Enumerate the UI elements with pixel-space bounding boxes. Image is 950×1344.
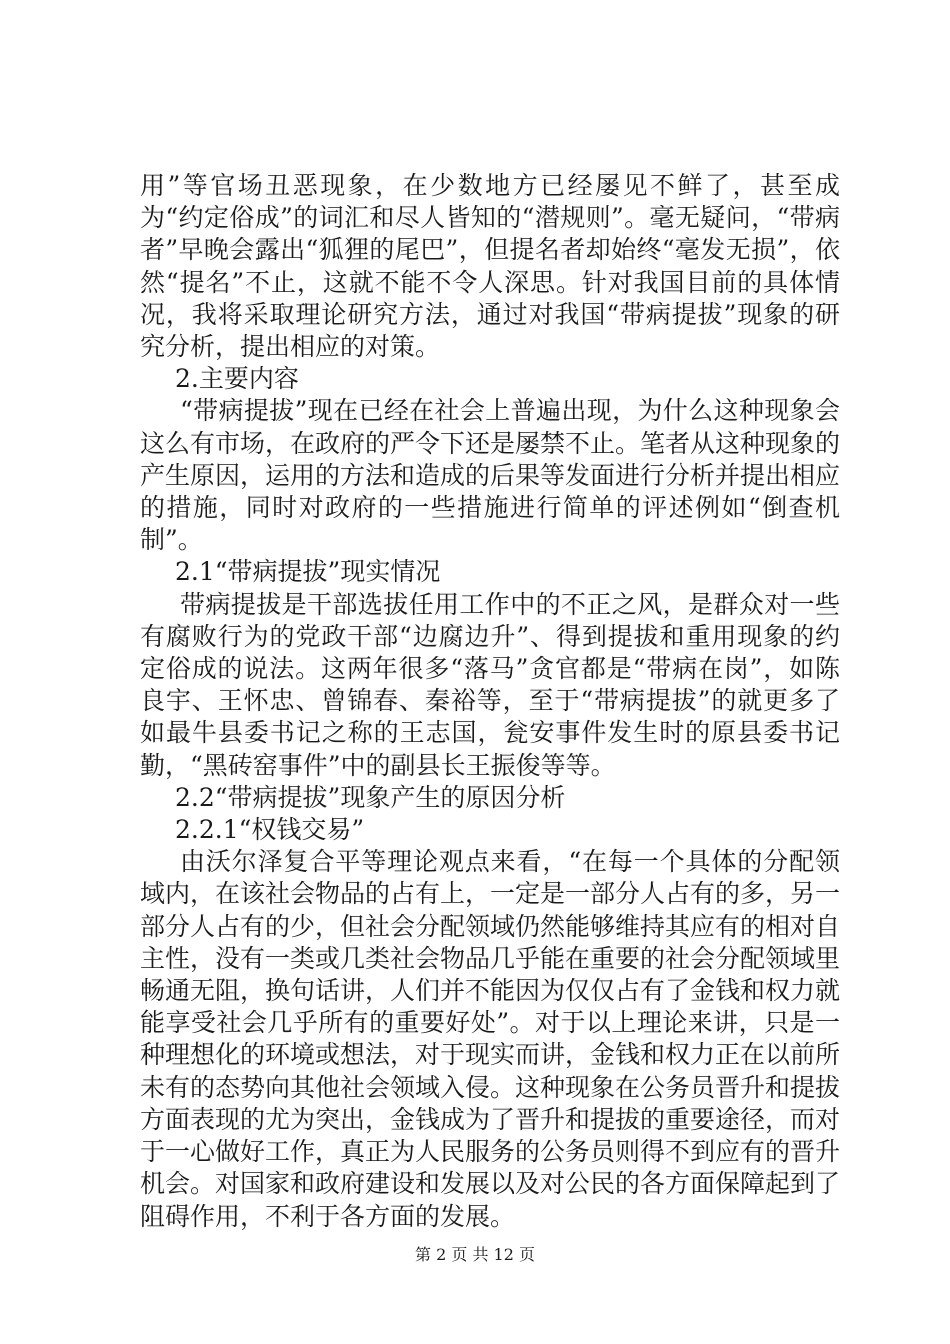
section-heading-2-2: 2.2“带病提拔”现象产生的原因分析 xyxy=(175,782,566,812)
paragraph-power-money: 由沃尔泽复合平等理论观点来看，“在每一个具体的分配领域内，在该社会物品的占有上，一定是一部分人占有的多，另一部分人占有的少，但社会分配领域仍然能够维持其应有的相对自主性，没有一类或几类社会物品几乎能在重要的社会分配领域里畅通无阻，换句话讲，人们并不能因为仅仅占有了金钱和权力就能享受社会几乎所有的重要好处”。对于以上理论来讲，只是一种理想化的环境或想法，对于现实而讲，金钱和权力正在以前所未有的态势向其他社会领域入侵。这种现象在公务员晋升和提拔方面表现的尤为突出，金钱成为了晋升和提拔的重要途径，而对于一心做好工作，真正为人民服务的公务员则得不到应有的晋升机会。对国家和政府建设和发展以及对公民的各方面保障起到了阻碍作用，不利于各方面的发展。 xyxy=(140,847,841,1231)
paragraph-main-content: “带病提拔”现在已经在社会上普遍出现，为什么这种现象会这么有市场，在政府的严令下还是屡禁不止。笔者从这种现象的产生原因，运用的方法和造成的后果等发面进行分析并提出相应的措施，同时对政府的一些措施进行简单的评述例如“倒查机制”。 xyxy=(140,396,841,555)
page-footer: 第 2 页 共 12 页 xyxy=(415,1245,535,1264)
section-heading-main-content: 2.主要内容 xyxy=(175,364,299,394)
paragraph-reality: 带病提拔是干部选拔任用工作中的不正之风，是群众对一些有腐败行为的党政干部“边腐边升”、得到提拔和重用现象的约定俗成的说法。这两年很多“落马”贪官都是“带病在岗”，如陈良宇、王怀忠、曾锦春、秦裕等，至于“带病提拔”的就更多了如最牛县委书记之称的王志国，瓮安事件发生时的原县委书记勤，“黑砖窑事件”中的副县长王振俊等等。 xyxy=(140,589,840,780)
paragraph-intro-continued: 用”等官场丑恶现象，在少数地方已经屡见不鲜了，甚至成为“约定俗成”的词汇和尽人皆知的“潜规则”。毫无疑问，“带病者”早晚会露出“狐狸的尾巴”，但提名者却始终“毫发无损”，依然“提名”不止，这就不能不令人深思。针对我国目前的具体情况，我将采取理论研究方法，通过对我国“带病提拔”现象的研究分析，提出相应的对策。 xyxy=(140,171,840,362)
section-heading-2-2-1: 2.2.1“权钱交易” xyxy=(175,815,365,845)
section-heading-2-1: 2.1“带病提拔”现实情况 xyxy=(175,557,441,587)
document-page xyxy=(140,170,840,1233)
